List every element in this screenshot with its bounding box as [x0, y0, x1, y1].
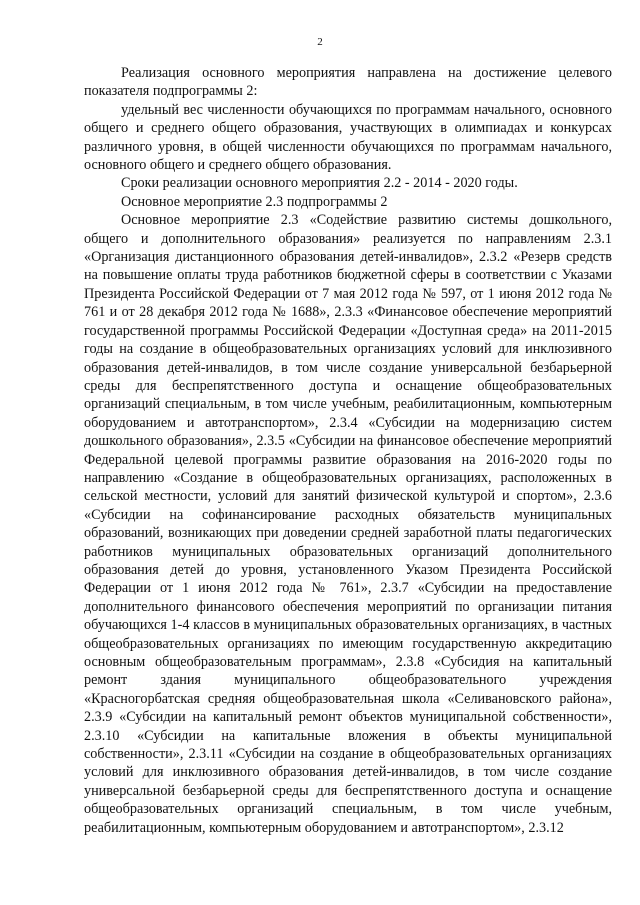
- paragraph-implementation-period: Сроки реализации основного мероприятия 2.2 - 2014 - 2020 годы.: [121, 175, 518, 192]
- paragraph-goal-indicator: удельный вес численности обучающихся по программам начального, основного общего и среднего общего образования, участвующих в олимпиадах и конкурсах различного уровня, в общей численности обучающихся по программам начального, основного общего и среднего общего образования.: [84, 101, 612, 174]
- section-heading: Основное мероприятие 2.3 подпрограммы 2: [121, 193, 388, 210]
- paragraph-goal-intro: Реализация основного мероприятия направлена на достижение целевого показателя подпрограммы 2:: [84, 65, 612, 100]
- section-paragraph: Основное мероприятие 2.3 «Содействие развитию системы дошкольного, общего и дополнительного образования» реализуется по направлениям 2.3.1 «Организация дистанционного образования детей-инвалидов», 2.3.2 «Резерв средств на повышение оплаты труда работников бюджетной сферы в соответствии с Указами Президента Российской Федерации от 7 мая 2012 года № 597, от 1 июня 2012 года № 761 и от 28 декабря 2012 года № 1688», 2.3.3 «Финансовое обеспечение мероприятий государственной программы Российской Федерации «Доступная среда» на 2011-2015 годы на создание в общеобразовательных организациях условий для инклюзивного образования детей-инвалидов, в том числе создание универсальной безбарьерной среды для беспрепятственного доступа и оснащение общеобразовательных организаций специальным, в том числе учебным, реабилитационным, компьютерным оборудованием и автотранспортом», 2.3.4 «Субсидии на модернизацию систем дошкольного образования», 2.3.5 «Субсидии на финансовое обеспечение мероприятий Федеральной целевой программы развитие образования на 2016-2020 годы по направлению «Создание в общеобразовательных организациях, расположенных в сельской местности, условий для занятий физической культурой и спортом», 2.3.6 «Субсидии на софинансирование расходных обязательств муниципальных образований, возникающих при доведении средней заработной платы педагогических работников муниципальных образовательных организаций дополнительного образования детей до уровня, установленного Указом Президента Российской Федерации от 1 июня 2012 года № 761», 2.3.7 «Субсидии на предоставление дополнительного финансового обеспечения мероприятий по организации питания обучающихся 1-4 классов в муниципальных образовательных организациях, в частных общеобразовательных организациях по имеющим государственную аккредитацию основным общеобразовательным программам», 2.3.8 «Субсидия на капитальный ремонт здания муниципального общеобразовательного учреждения «Красногорбатская средняя общеобразовательная школа «Селивановского района», 2.3.9 «Субсидии на капитальный ремонт объектов муниципальной собственности», 2.3.10 «Субсидии на капитальные вложения в объекты муниципальной собственности», 2.3.11 «Субсидии на создание в общеобразовательных организациях условий для инклюзивного образования детей-инвалидов, в том числе создание универсальной безбарьерной среды для беспрепятственного доступа и оснащение общеобразовательных организаций специальным, в том числе учебным, реабилитационным, компьютерным оборудованием и автотранспортом», 2.3.12: [84, 212, 612, 836]
- page-number: 2: [317, 36, 323, 48]
- document-body: [84, 64, 612, 837]
